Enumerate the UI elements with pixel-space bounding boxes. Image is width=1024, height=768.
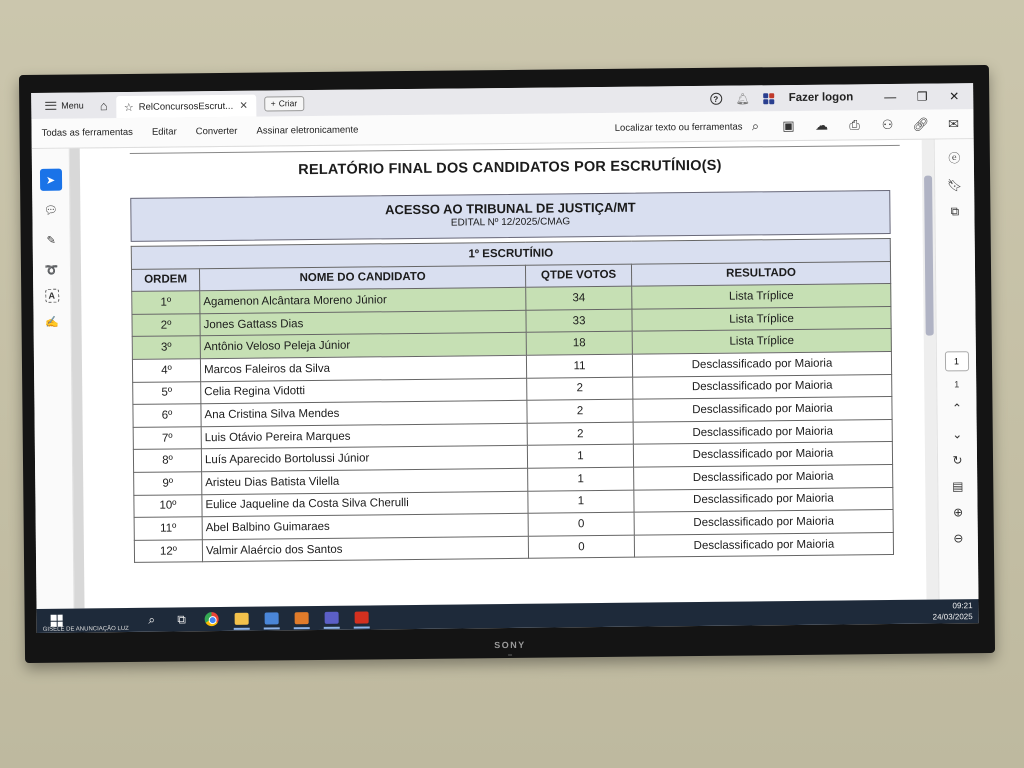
scroll-thumb[interactable] (924, 176, 934, 336)
save-icon[interactable]: ▣ (782, 117, 795, 134)
ai-assistant-icon[interactable]: ⓔ (948, 151, 961, 166)
create-label: Criar (278, 98, 298, 109)
home-icon[interactable]: ⌂ (99, 97, 108, 113)
cell-votos: 11 (526, 354, 632, 378)
cell-resultado: Desclassificado por Maioria (633, 419, 892, 444)
zoom-in-icon[interactable]: ⊕ (952, 505, 964, 520)
cell-nome: Abel Balbino Guimaraes (202, 513, 528, 539)
print-icon[interactable]: ⎙ (849, 117, 860, 133)
apps-icon[interactable] (764, 93, 775, 104)
clock[interactable] (932, 600, 972, 622)
cell-ordem: 7º (133, 426, 201, 449)
round-label: 1º ESCRUTÍNIO (131, 238, 890, 269)
menu-label: Menu (61, 100, 84, 111)
task-view-icon[interactable]: ⧉ (177, 611, 187, 626)
col-votos: QTDE VOTOS (525, 264, 631, 288)
cell-votos: 1 (527, 445, 633, 469)
link-icon[interactable]: 🔗︎ (912, 116, 930, 132)
table-body (132, 284, 894, 563)
cell-nome: Aristeu Dias Batista Vilella (202, 468, 528, 494)
restore-icon[interactable]: ❐ (916, 89, 928, 104)
cell-nome: Agamenon Alcântara Moreno Júnior (200, 287, 526, 313)
cell-ordem: 8º (133, 449, 201, 472)
sign-pen-icon[interactable]: ✍ (45, 316, 59, 329)
close-tab-icon[interactable]: ✕ (239, 100, 248, 112)
cell-resultado: Lista Tríplice (632, 284, 891, 309)
chevron-down-icon[interactable]: ⌄ (952, 427, 963, 442)
tv-brand-logo: SONY (494, 639, 526, 651)
pdf-page (80, 140, 939, 609)
create-button[interactable] (264, 96, 305, 111)
col-ordem: ORDEM (131, 268, 199, 291)
hamburger-icon (45, 102, 56, 110)
page-number-input[interactable]: 1 (944, 351, 968, 371)
cell-nome: Eulice Jaqueline da Costa Silva Cherulli (202, 491, 528, 517)
logon-button[interactable]: Fazer logon (788, 91, 854, 105)
search-icon[interactable]: ⌕ (751, 118, 760, 134)
upload-icon[interactable]: ☁ (814, 117, 829, 133)
cell-votos: 0 (528, 535, 634, 559)
mail-icon[interactable]: ✉ (947, 116, 960, 132)
cell-ordem: 10º (134, 494, 202, 517)
cell-ordem: 12º (134, 539, 202, 562)
report-header-box (130, 190, 890, 242)
cell-resultado: Desclassificado por Maioria (634, 510, 893, 535)
screen (31, 83, 979, 633)
cell-resultado: Lista Tríplice (632, 329, 891, 354)
col-resultado: RESULTADO (631, 261, 890, 286)
find-tools-label[interactable]: Localizar texto ou ferramentas (614, 121, 743, 134)
tv-frame (19, 65, 995, 663)
cell-ordem: 3º (132, 336, 200, 359)
network-app-icon[interactable] (257, 606, 287, 630)
cell-resultado: Desclassificado por Maioria (632, 351, 891, 376)
text-box-icon[interactable]: A (45, 289, 59, 303)
bell-icon[interactable]: 🔔︎ (735, 92, 750, 106)
rotate-icon[interactable]: ↻ (952, 453, 963, 468)
tool-edit[interactable]: Editar (151, 126, 177, 138)
cell-votos: 0 (528, 512, 634, 536)
windows-logo-icon (51, 615, 63, 627)
minimize-icon[interactable]: — (884, 89, 897, 105)
acrobat-icon[interactable] (347, 605, 377, 629)
chrome-icon[interactable] (197, 607, 227, 631)
start-button[interactable] (37, 615, 77, 627)
tv-led (508, 654, 512, 656)
teams-icon[interactable] (317, 606, 347, 630)
header-subtitle: EDITAL Nº 12/2025/CMAG (450, 216, 571, 229)
cell-nome: Ana Cristina Silva Mendes (201, 400, 527, 426)
plus-icon: + (270, 98, 276, 109)
cell-votos: 1 (528, 490, 634, 514)
menu-button[interactable] (37, 100, 92, 111)
taskbar-user-text: GISELE DE ANUNCIAÇÃO LUZ (42, 625, 129, 633)
cell-nome: Celia Regina Vidotti (201, 378, 527, 404)
cell-votos: 1 (528, 467, 634, 491)
close-window-icon[interactable]: ✕ (949, 89, 960, 104)
page-total: 1 (954, 379, 960, 390)
cell-resultado: Desclassificado por Maioria (634, 487, 893, 512)
cell-votos: 2 (527, 377, 633, 401)
cell-resultado: Desclassificado por Maioria (633, 374, 892, 399)
cell-votos: 33 (526, 309, 632, 333)
star-icon[interactable]: ☆ (123, 101, 134, 114)
cell-ordem: 1º (132, 291, 200, 314)
cell-ordem: 5º (133, 381, 201, 404)
comment-icon[interactable]: 💬︎ (43, 204, 58, 217)
copy-pages-icon[interactable]: ⧉ (950, 204, 960, 219)
draw-lasso-icon[interactable]: ➰ (44, 264, 59, 277)
report-title: RELATÓRIO FINAL DOS CANDIDATOS POR ESCRUTÍNIO(S) (298, 157, 722, 179)
chevron-up-icon[interactable]: ⌃ (951, 401, 963, 416)
tool-all-tools[interactable]: Todas as ferramentas (41, 126, 133, 139)
cell-ordem: 9º (134, 472, 202, 495)
left-tool-rail (32, 149, 75, 609)
cell-ordem: 6º (133, 404, 201, 427)
cell-votos: 34 (526, 286, 632, 310)
main-area (32, 139, 979, 609)
right-rail (934, 139, 979, 599)
cell-ordem: 2º (132, 313, 200, 336)
window-controls (710, 83, 964, 112)
cell-resultado: Desclassificado por Maioria (633, 397, 892, 422)
cell-nome: Jones Gattass Dias (200, 310, 526, 336)
tool-convert[interactable]: Converter (195, 125, 238, 138)
bookmark-icon[interactable]: 🔖︎ (946, 178, 963, 193)
col-nome: NOME DO CANDIDATO (199, 265, 525, 291)
office-app-icon[interactable] (287, 606, 317, 630)
cell-resultado: Desclassificado por Maioria (633, 442, 892, 467)
select-cursor-icon[interactable]: ➤ (39, 169, 61, 191)
cell-nome: Luís Aparecido Bortolussi Júnior (201, 446, 527, 472)
taskbar-search-icon[interactable]: ⌕ (148, 612, 156, 627)
file-explorer-icon[interactable] (227, 607, 257, 631)
cell-nome: Valmir Alaércio dos Santos (202, 536, 528, 562)
cell-nome: Marcos Faleiros da Silva (200, 355, 526, 381)
clock-date: 24/03/2025 (932, 612, 973, 622)
cell-nome: Luis Otávio Pereira Marques (201, 423, 527, 449)
cell-resultado: Desclassificado por Maioria (634, 464, 893, 489)
cell-ordem: 11º (134, 517, 202, 540)
clock-time: 09:21 (952, 601, 973, 611)
cell-votos: 18 (526, 332, 632, 356)
toolbar-right (615, 109, 962, 143)
document-tab[interactable] (116, 95, 256, 118)
cell-ordem: 4º (132, 359, 200, 382)
tab-label: RelConcursosEscrut... (138, 100, 234, 113)
header-title: ACESSO AO TRIBUNAL DE JUSTIÇA/MT (384, 199, 636, 218)
page-fit-icon[interactable]: ▤ (952, 479, 964, 494)
cell-resultado: Lista Tríplice (632, 306, 891, 331)
cell-votos: 2 (527, 399, 633, 423)
zoom-out-icon[interactable]: ⊖ (953, 531, 964, 546)
tool-sign[interactable]: Assinar eletronicamente (256, 124, 359, 137)
cell-votos: 2 (527, 422, 633, 446)
document-viewer[interactable] (70, 140, 939, 609)
cell-nome: Antônio Veloso Peleja Júnior (200, 333, 526, 359)
cell-resultado: Desclassificado por Maioria (634, 532, 893, 557)
highlight-pen-icon[interactable]: ✎ (46, 234, 56, 247)
share-user-icon[interactable]: ⚇ (881, 116, 894, 133)
results-table (131, 238, 894, 563)
help-icon[interactable]: ? (710, 93, 722, 105)
